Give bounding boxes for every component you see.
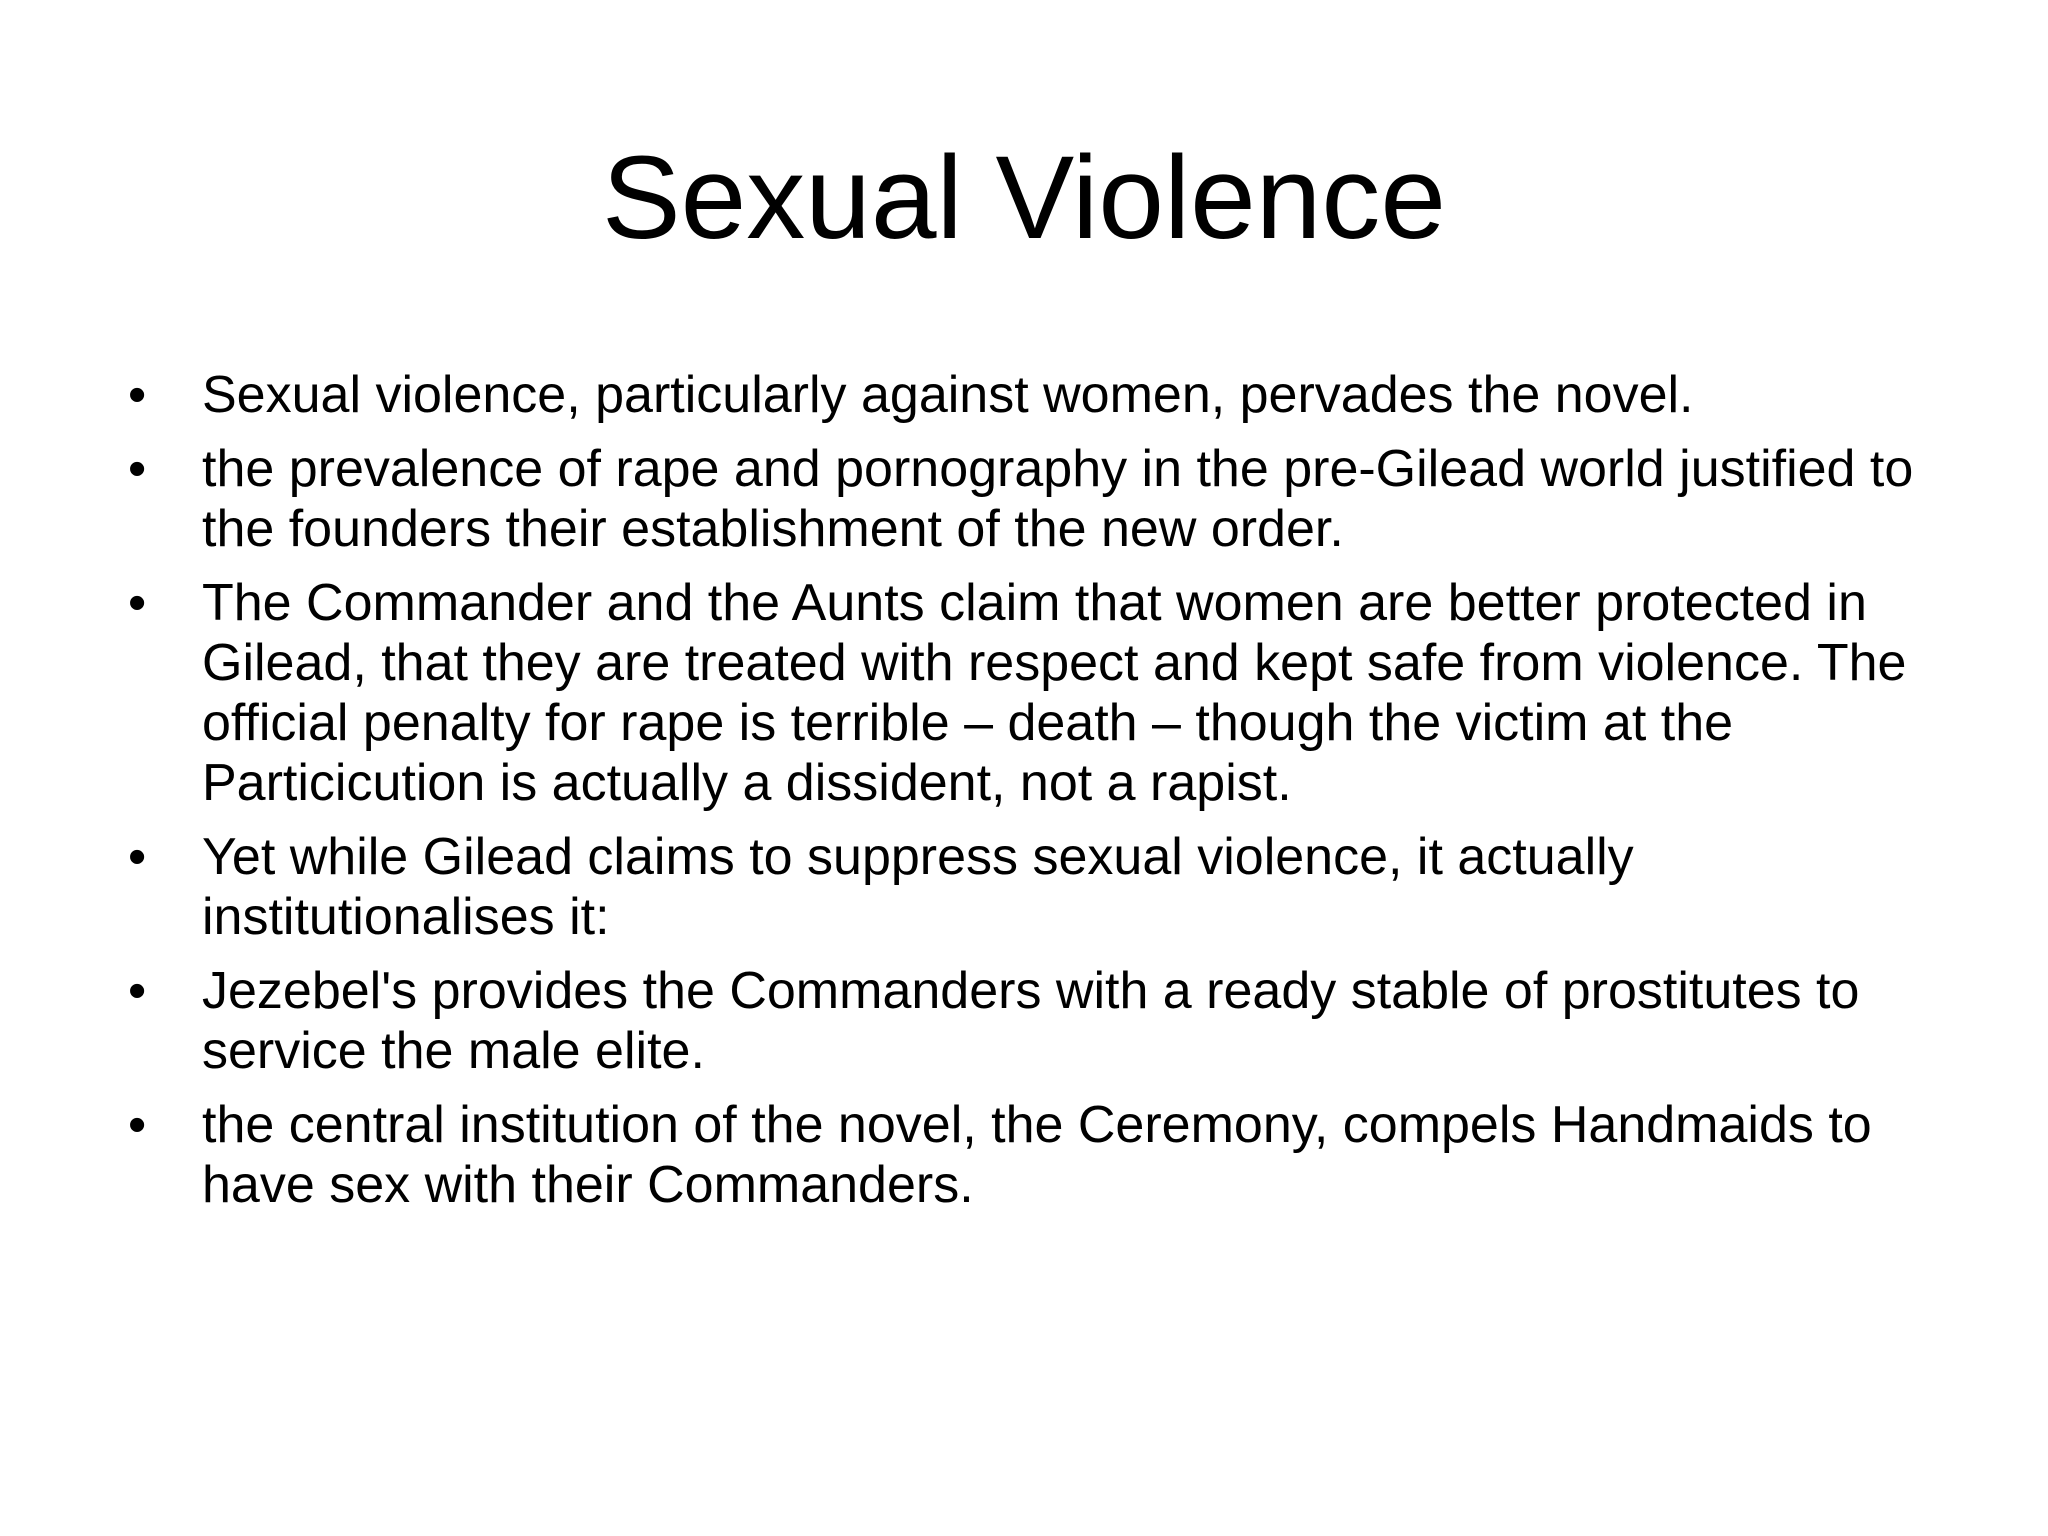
bullet-dot-icon: • — [128, 440, 147, 498]
bullet-text: The Commander and the Aunts claim that women are better protected in Gilead, that they are treated with respect and kept safe from violence. The official penalty for rape is terrible – death – though the victim at the Particicution is actually a dissident, not a rapist. — [202, 574, 1907, 812]
bullet-text: the central institution of the novel, the Ceremony, compels Handmaids to have sex with their Commanders. — [202, 1096, 1872, 1214]
bullet-text: Jezebel's provides the Commanders with a ready stable of prostitutes to service the male elite. — [202, 962, 1860, 1080]
bullet-text: Sexual violence, particularly against women, pervades the novel. — [202, 366, 1694, 424]
bullet-dot-icon: • — [128, 828, 147, 886]
bullet-dot-icon: • — [128, 962, 147, 1020]
bullet-dot-icon: • — [128, 1096, 147, 1154]
bullet-dot-icon: • — [128, 366, 147, 424]
bullet-list — [124, 365, 1944, 1229]
bullet-item — [124, 1095, 1944, 1215]
bullet-item — [124, 439, 1944, 559]
bullet-item — [124, 827, 1944, 947]
bullet-item — [124, 365, 1944, 425]
slide-title: Sexual Violence — [601, 132, 1447, 264]
bullet-text: Yet while Gilead claims to suppress sexual violence, it actually institutionalises it: — [202, 828, 1634, 946]
bullet-text: the prevalence of rape and pornography in the pre-Gilead world justified to the founders their establishment of the new order. — [202, 440, 1914, 558]
bullet-dot-icon: • — [128, 574, 147, 632]
bullet-item — [124, 961, 1944, 1081]
bullet-item — [124, 573, 1944, 813]
